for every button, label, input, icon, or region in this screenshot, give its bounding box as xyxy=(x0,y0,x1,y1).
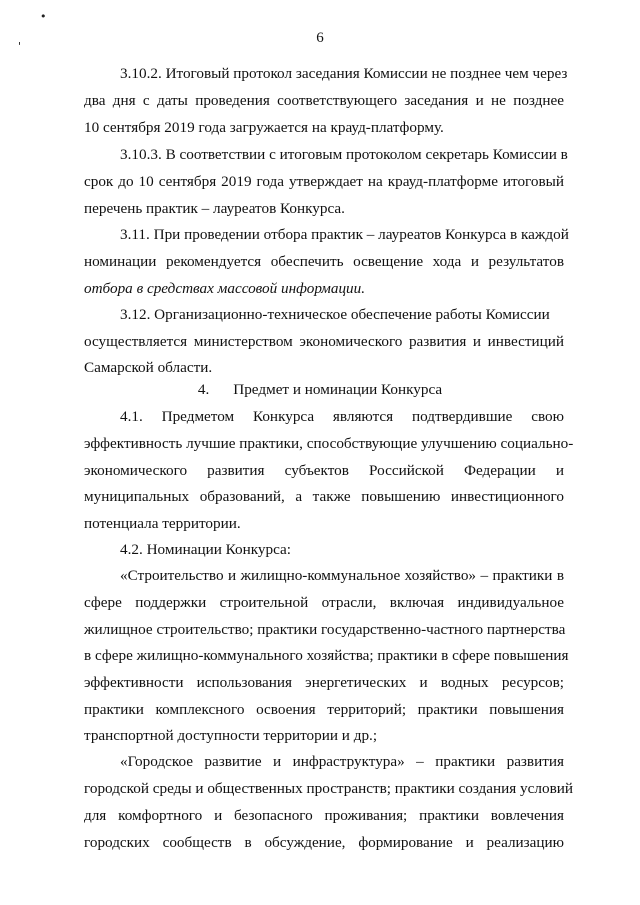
paragraph-line: эффективность лучшие практики, способствующие улучшению социально- xyxy=(84,435,574,452)
paragraph-line: 10 сентября 2019 года загружается на крауд-платформу. xyxy=(84,119,444,136)
paragraph-line: в сфере жилищно-коммунального хозяйства; практики в сфере повышения xyxy=(84,647,569,664)
paragraph-line: «Строительство и жилищно-коммунальное хозяйство» – практики в xyxy=(120,567,564,584)
paragraph-line: 3.10.2. Итоговый протокол заседания Комиссии не позднее чем через xyxy=(120,65,568,82)
paragraph-line: 3.11. При проведении отбора практик – лауреатов Конкурса в каждой xyxy=(120,226,569,243)
paragraph-line: номинации рекомендуется обеспечить освещение хода и результатов xyxy=(84,253,564,270)
section-heading xyxy=(0,380,640,400)
paragraph-line: потенциала территории. xyxy=(84,515,241,532)
paragraph-line: отбора в средствах массовой информации. xyxy=(84,280,366,297)
section-title: Предмет и номинации Конкурса xyxy=(233,381,443,398)
paragraph-line: сфере поддержки строительной отрасли, включая индивидуальное xyxy=(84,594,564,611)
paragraph-line: практики комплексного освоения территорий; практики повышения xyxy=(84,701,564,718)
paragraph-line: 4.1. Предметом Конкурса являются подтвердившие свою xyxy=(120,408,564,425)
paragraph-line: Самарской области. xyxy=(84,359,213,376)
page-number: 6 xyxy=(316,30,324,46)
paragraph-line: городской среды и общественных пространств; практики создания условий xyxy=(84,780,573,797)
paragraph-line: перечень практик – лауреатов Конкурса. xyxy=(84,200,345,217)
section-number: 4. xyxy=(197,381,210,398)
paragraph-line: срок до 10 сентября 2019 года утверждает на крауд-платформе итоговый xyxy=(84,173,564,190)
paragraph-line: два дня с даты проведения соответствующего заседания и не позднее xyxy=(84,92,564,109)
paragraph-line: транспортной доступности территории и др.; xyxy=(84,727,378,744)
paragraph-line: 3.12. Организационно-техническое обеспечение работы Комиссии xyxy=(120,306,550,323)
paragraph-line: экономического развития субъектов Российской Федерации и xyxy=(84,462,564,479)
paragraph-line: 4.2. Номинации Конкурса: xyxy=(120,541,291,558)
paragraph-line: осуществляется министерством экономического развития и инвестиций xyxy=(84,333,564,350)
paragraph-line: эффективности использования энергетических и водных ресурсов; xyxy=(84,674,564,691)
paragraph-line: жилищное строительство; практики государственно-частного партнерства xyxy=(84,621,566,638)
paragraph-line: муниципальных образований, а также повышению инвестиционного xyxy=(84,488,564,505)
paragraph-line: «Городское развитие и инфраструктура» – практики развития xyxy=(120,753,564,770)
paragraph-line: для комфортного и безопасного проживания; практики вовлечения xyxy=(84,807,564,824)
scan-mark: • xyxy=(40,10,47,23)
paragraph-line: 3.10.3. В соответствии с итоговым протоколом секретарь Комиссии в xyxy=(120,146,568,163)
paragraph-line: городских сообществ в обсуждение, формирование и реализацию xyxy=(84,834,564,851)
scan-mark: ' xyxy=(18,40,22,53)
